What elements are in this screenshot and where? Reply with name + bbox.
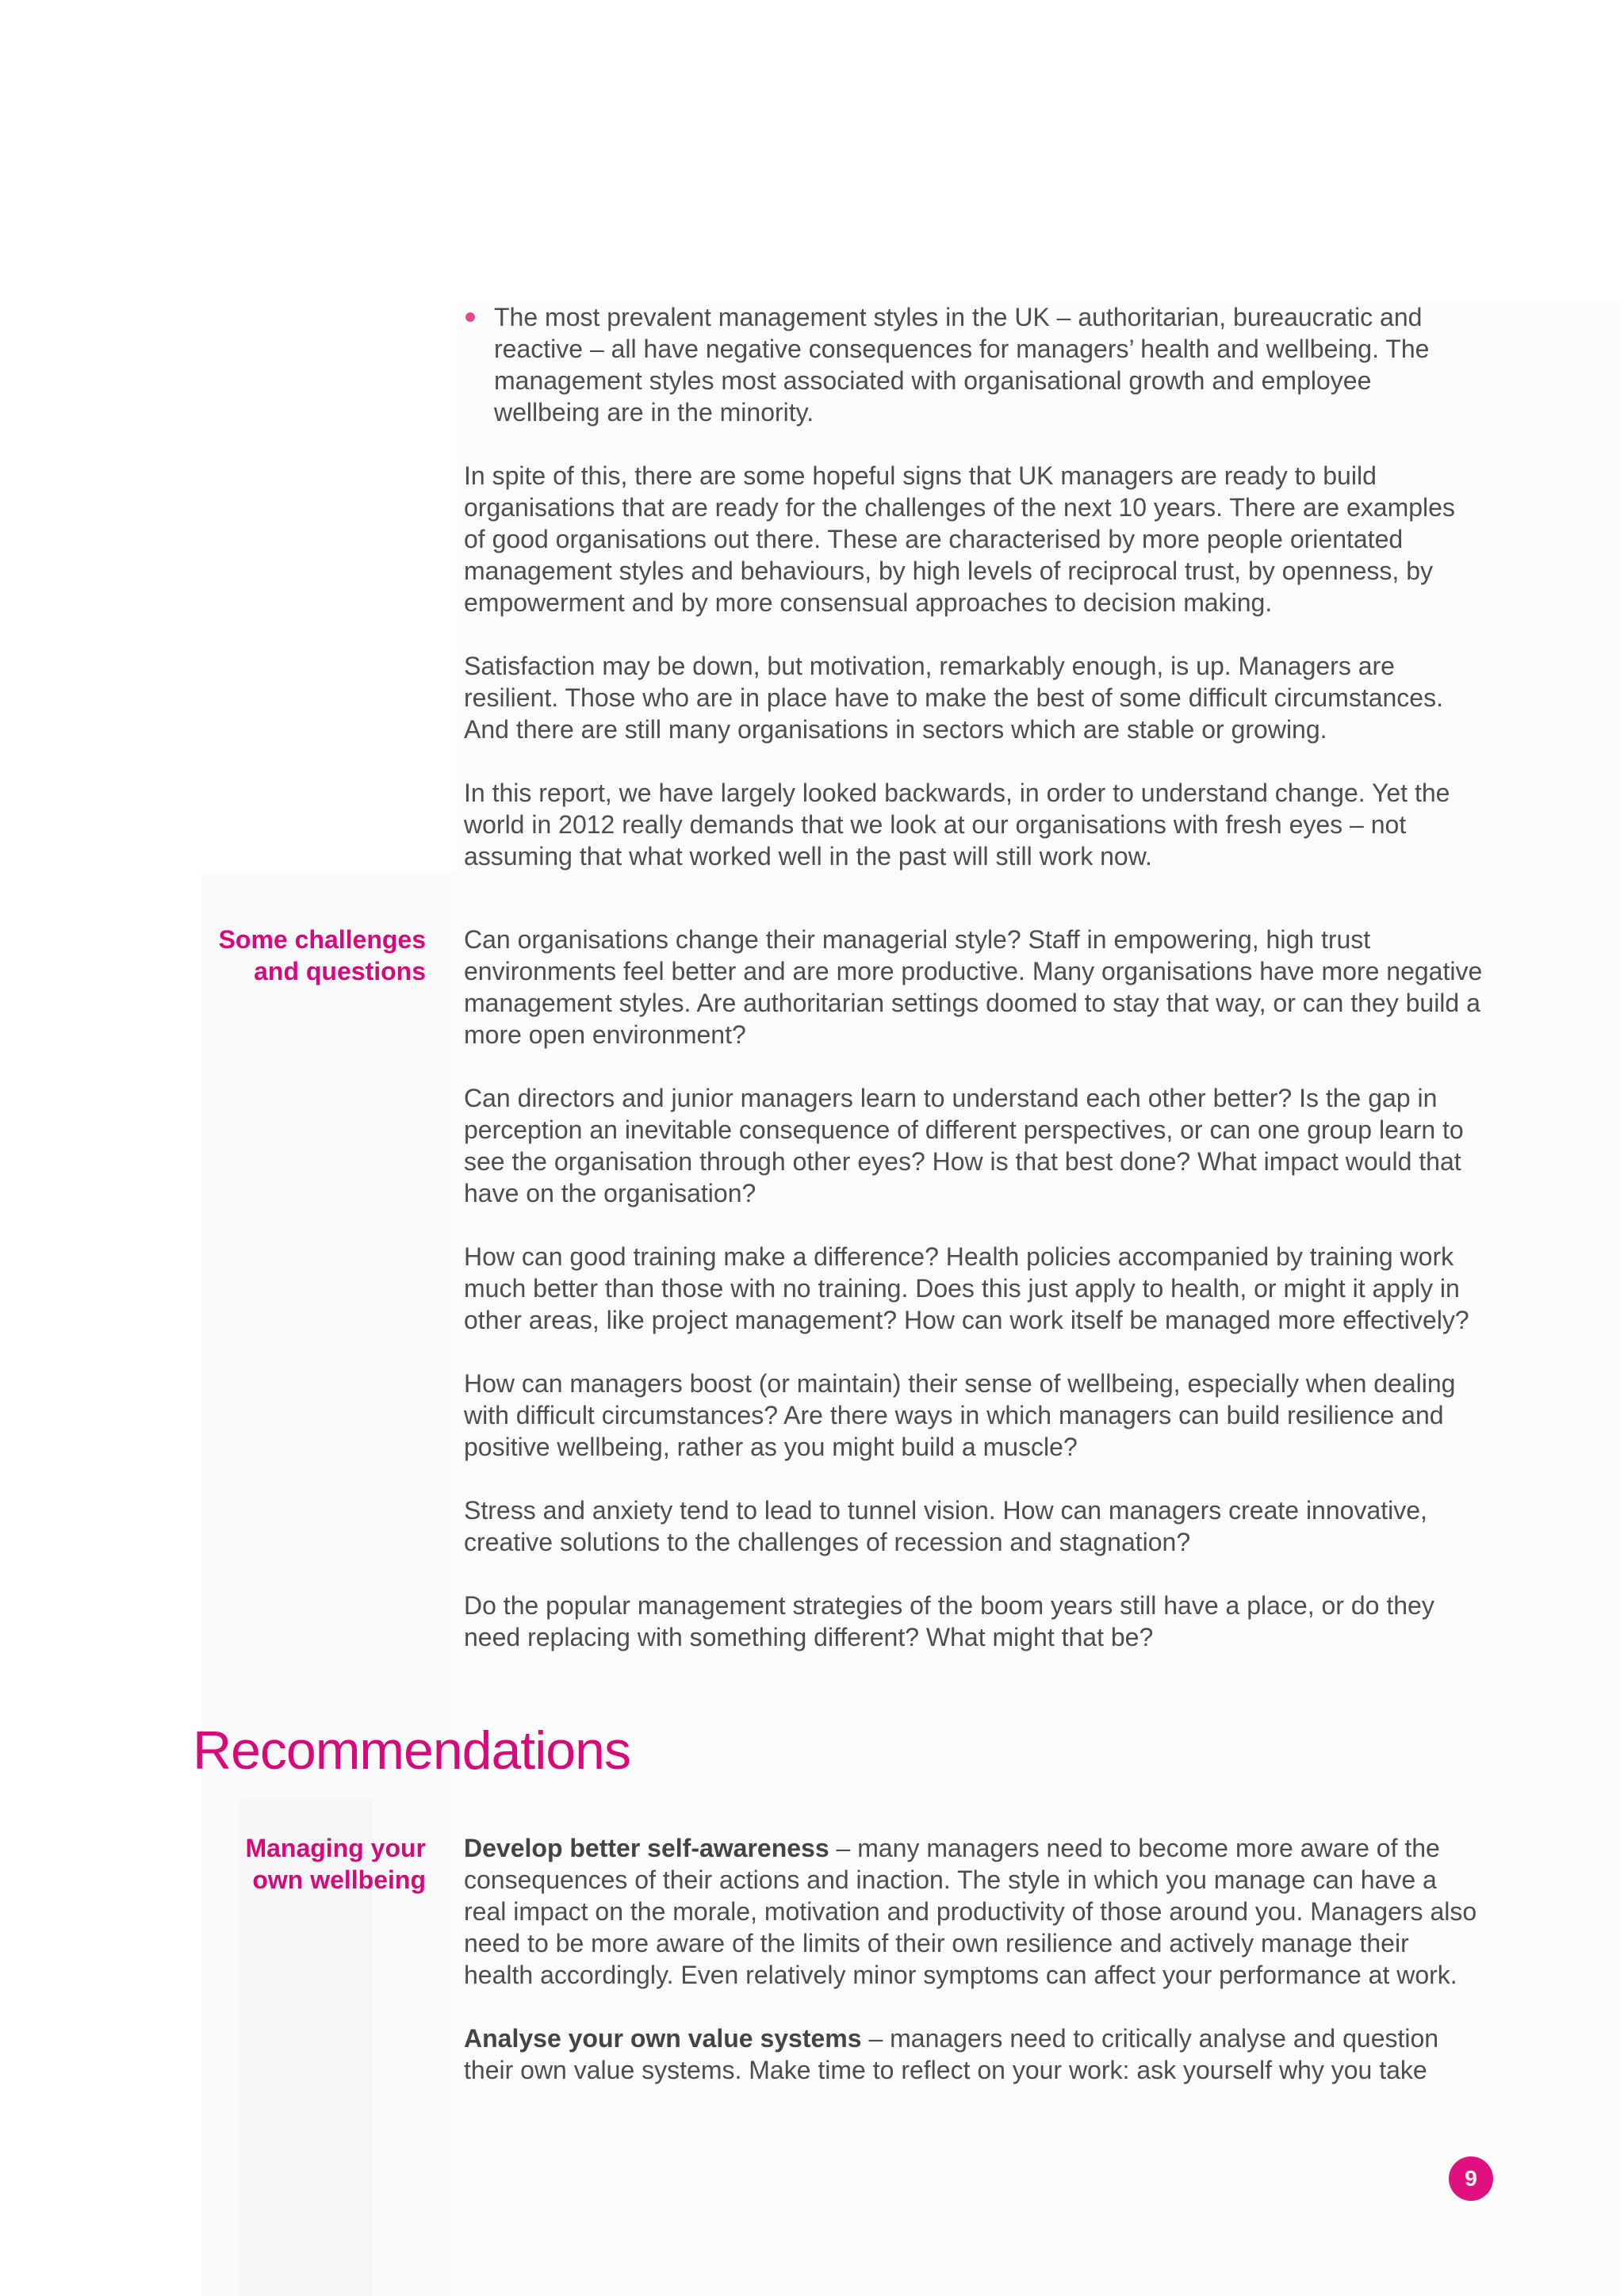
recommendation-text: – many managers need to become more aware of the consequences of their actions and inaction. The style in which you manage can have a real impact on the morale, motivation and productivity of those around you. Managers also need to be more aware of the limits of their own resilience and actively manage their health accordingly. Even relatively minor symptoms can affect your performance at work. — [464, 1834, 1477, 1989]
paragraph: Satisfaction may be down, but motivation, remarkably enough, is up. Managers are resilient. Those who are in place have to make the best of some difficult circumstances. And there are still many organisations in sectors which are stable or growing. — [464, 652, 1443, 744]
recommendation-item — [464, 2022, 1483, 2086]
challenges-heading — [159, 924, 426, 987]
paragraph: In this report, we have largely looked backwards, in order to understand change. Yet the world in 2012 really demands that we look at our organisations with fresh eyes – not assuming that what worked well in the past will still work now. — [464, 779, 1450, 871]
bullet-icon — [465, 312, 475, 322]
heading-line: Managing your — [245, 1834, 426, 1862]
recommendation-item — [464, 1832, 1483, 1991]
wellbeing-heading — [159, 1832, 426, 1896]
paragraph: In spite of this, there are some hopeful signs that UK managers are ready to build organisations that are ready for the challenges of the next 10 years. There are examples of good organisations out there. These are characterised by more people orientated management styles and behaviours, by high levels of reciprocal trust, by openness, by empowerment and by more consensual approaches to decision making. — [464, 461, 1455, 617]
paragraph: Stress and anxiety tend to lead to tunnel vision. How can managers create innovative, creative solutions to the challenges of recession and stagnation? — [464, 1496, 1427, 1556]
page-number-badge: 9 — [1449, 2156, 1493, 2201]
recommendations-section — [464, 1832, 1483, 2086]
bullet-item — [464, 301, 1483, 428]
intro-section — [464, 460, 1483, 872]
heading-line: Some challenges — [218, 925, 426, 954]
challenges-section — [464, 924, 1483, 1653]
heading-line: own wellbeing — [252, 1866, 426, 1894]
recommendation-lead: Develop better self-awareness — [464, 1834, 829, 1862]
paragraph: How can good training make a difference? Health policies accompanied by training work much better than those with no training. Does this just apply to health, or might it apply in other areas, like project management? How can work itself be managed more effectively? — [464, 1242, 1469, 1334]
bullet-text: The most prevalent management styles in the UK – authoritarian, bureaucratic and reactive – all have negative consequences for managers’ health and wellbeing. The management styles most associated with organisational growth and employee wellbeing are in the minority. — [494, 303, 1430, 427]
heading-line: and questions — [254, 957, 426, 985]
paragraph: Can organisations change their managerial style? Staff in empowering, high trust environments feel better and are more productive. Many organisations have more negative management styles. Are authoritarian settings doomed to stay that way, or can they build a more open environment? — [464, 925, 1483, 1049]
recommendation-text: – managers need to critically analyse and question their own value systems. Make time to reflect on your work: ask yourself why you take — [464, 2024, 1439, 2084]
paragraph: Can directors and junior managers learn to understand each other better? Is the gap in perception an inevitable consequence of different perspectives, or can one group learn to see the organisation through other eyes? How is that best done? What impact would that have on the organisation? — [464, 1084, 1464, 1207]
section-title: Recommendations — [193, 1720, 630, 1781]
recommendation-lead: Analyse your own value systems — [464, 2024, 862, 2053]
paragraph: How can managers boost (or maintain) their sense of wellbeing, especially when dealing with difficult circumstances? Are there ways in which managers can build resilience and positive wellbeing, rather as you might build a muscle? — [464, 1369, 1456, 1461]
paragraph: Do the popular management strategies of the boom years still have a place, or do they need replacing with something different? What might that be? — [464, 1591, 1434, 1651]
